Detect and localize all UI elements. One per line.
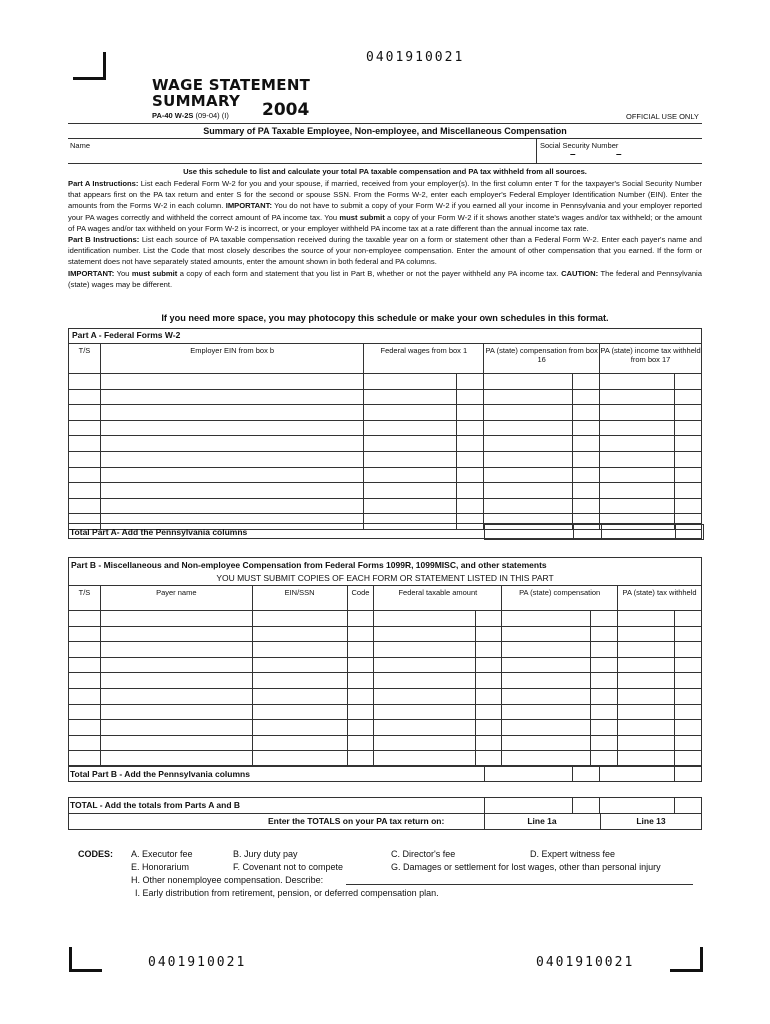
instructions-heading: Use this schedule to list and calculate your total PA taxable compensation and PA tax withheld from all sources. (183, 167, 587, 176)
partB-cell-pa-compensation[interactable] (502, 735, 591, 751)
partB-row (69, 688, 702, 704)
partA-cell-pa-compensation-cents[interactable] (573, 374, 600, 390)
partA-cell-pa-tax-cents[interactable] (674, 405, 701, 421)
partA-cell-ts[interactable] (69, 436, 101, 452)
partA-cell-pa-tax[interactable] (600, 483, 675, 499)
partA-cell-pa-compensation-cents[interactable] (573, 405, 600, 421)
partB-cell-pa-tax[interactable] (618, 642, 675, 658)
partA-instructions-label: Part A Instructions: (68, 179, 139, 188)
partA-cell-pa-compensation[interactable] (484, 420, 573, 436)
partA-cell-ein[interactable] (100, 405, 363, 421)
partB-cell-pa-compensation-cents[interactable] (591, 704, 618, 720)
partB-row (69, 657, 702, 673)
partA-row (69, 483, 702, 499)
partB-cell-ein[interactable] (252, 735, 347, 751)
partB-cell-ein[interactable] (252, 673, 347, 689)
partB-row (69, 735, 702, 751)
partB-cell-pa-compensation-cents[interactable] (591, 642, 618, 658)
partB-cell-payer[interactable] (100, 673, 252, 689)
partB-cell-payer[interactable] (100, 720, 252, 736)
partB-cell-payer[interactable] (100, 688, 252, 704)
code-e: E. Honorarium (131, 862, 190, 872)
partB-cell-federal[interactable] (374, 720, 476, 736)
form-subtitle: Summary of PA Taxable Employee, Non-employee, and Miscellaneous Compensation (203, 126, 567, 136)
partA-cell-pa-compensation[interactable] (484, 467, 573, 483)
partA-col-pa-tax: PA (state) income tax withheld from box 17 (600, 344, 702, 374)
partB-cell-pa-compensation-cents[interactable] (591, 657, 618, 673)
partA-cell-pa-tax-cents[interactable] (674, 483, 701, 499)
partB-cell-pa-tax[interactable] (618, 720, 675, 736)
partB-cell-ts[interactable] (69, 657, 101, 673)
code-g: G. Damages or settlement for lost wages, other than personal injury (391, 862, 661, 872)
partA-cell-pa-tax[interactable] (600, 451, 675, 467)
partA-row (69, 405, 702, 421)
partB-cell-federal-cents[interactable] (476, 642, 502, 658)
partB-cell-pa-tax-cents[interactable] (674, 611, 701, 627)
code-i: I. Early distribution from retirement, pension, or deferred compensation plan. (135, 888, 439, 898)
partB-cell-pa-tax-cents[interactable] (674, 657, 701, 673)
partB-cell-federal[interactable] (374, 611, 476, 627)
partA-cell-ts[interactable] (69, 374, 101, 390)
partA-cell-ts[interactable] (69, 467, 101, 483)
partA-cell-federal-wages[interactable] (364, 405, 457, 421)
caution-text: The federal and Pennsylvania (state) wages may be different. (68, 268, 702, 289)
partB-cell-ts[interactable] (69, 704, 101, 720)
partB-cell-pa-tax-cents[interactable] (674, 704, 701, 720)
partA-col-pa-compensation: PA (state) compensation from box 16 (484, 344, 600, 374)
partB-total-tax[interactable] (600, 765, 675, 782)
photocopy-note: If you need more space, you may photocopy this schedule or make your own schedules in this format. (161, 313, 609, 323)
partA-heading: Part A - Federal Forms W-2 (68, 328, 702, 344)
partB-cell-pa-tax[interactable] (618, 673, 675, 689)
partB-cell-code[interactable] (347, 611, 374, 627)
partA-row (69, 374, 702, 390)
partA-cell-ein[interactable] (100, 389, 363, 405)
partB-cell-payer[interactable] (100, 642, 252, 658)
barcode-bottom-left: 0401910021 (148, 955, 247, 970)
partA-cell-pa-compensation-cents[interactable] (573, 498, 600, 514)
partB-col-pa-tax: PA (state) tax withheld (618, 586, 702, 611)
partB-cell-pa-tax[interactable] (618, 611, 675, 627)
partB-col-federal: Federal taxable amount (374, 586, 502, 611)
partA-cell-pa-tax-cents[interactable] (674, 451, 701, 467)
partA-cell-pa-tax-cents[interactable] (674, 498, 701, 514)
partB-cell-federal-cents[interactable] (476, 704, 502, 720)
important-text-continued: a copy of your Form W-2 if it shows another state's wages and/or tax withheld; or the amount of PA wages and/or tax withheld on your Form W-2 is incorrect, or your employer withheld PA income tax at a rate different than the annual income tax rate. (68, 212, 702, 233)
partA-cell-ts[interactable] (69, 498, 101, 514)
partB-cell-ts[interactable] (69, 642, 101, 658)
partA-cell-federal-wages[interactable] (364, 436, 457, 452)
partB-cell-federal[interactable] (374, 735, 476, 751)
partB-cell-pa-compensation-cents[interactable] (591, 673, 618, 689)
partB-row (69, 626, 702, 642)
partB-cell-federal[interactable] (374, 657, 476, 673)
partB-cell-pa-tax[interactable] (618, 626, 675, 642)
partB-cell-pa-compensation-cents[interactable] (591, 735, 618, 751)
partB-col-ein: EIN/SSN (252, 586, 347, 611)
partA-cell-federal-wages-cents[interactable] (457, 467, 484, 483)
partA-cell-federal-wages-cents[interactable] (457, 498, 484, 514)
partB-cell-federal-cents[interactable] (476, 673, 502, 689)
ssn-field[interactable]: – – (570, 149, 622, 160)
partB-cell-pa-compensation-cents[interactable] (591, 611, 618, 627)
partA-total-label: Total Part A- Add the Pennsylvania columns (70, 527, 248, 537)
partA-cell-federal-wages[interactable] (364, 467, 457, 483)
partA-row (69, 436, 702, 452)
partA-cell-pa-compensation-cents[interactable] (573, 451, 600, 467)
partA-cell-pa-tax[interactable] (600, 420, 675, 436)
partB-row (69, 704, 702, 720)
partB-cell-code[interactable] (347, 735, 374, 751)
partA-col-ts: T/S (69, 344, 101, 374)
official-use-label: OFFICIAL USE ONLY (626, 112, 699, 121)
partB-cell-pa-compensation[interactable] (502, 611, 591, 627)
partB-cell-pa-compensation-cents[interactable] (591, 720, 618, 736)
partB-cell-code[interactable] (347, 704, 374, 720)
partB-cell-pa-compensation[interactable] (502, 688, 591, 704)
partA-cell-pa-tax[interactable] (600, 436, 675, 452)
partA-cell-federal-wages[interactable] (364, 498, 457, 514)
partB-cell-pa-compensation[interactable] (502, 657, 591, 673)
partB-cell-ein[interactable] (252, 642, 347, 658)
partB-cell-pa-compensation[interactable] (502, 720, 591, 736)
partB-cell-code[interactable] (347, 626, 374, 642)
barcode-top: 0401910021 (366, 50, 465, 65)
partB-cell-ein[interactable] (252, 611, 347, 627)
partB-cell-federal[interactable] (374, 673, 476, 689)
partA-cell-pa-compensation-cents[interactable] (573, 467, 600, 483)
important2-label: IMPORTANT: (68, 268, 115, 278)
partA-row (69, 420, 702, 436)
form-title-line2: SUMMARY (152, 92, 241, 110)
partA-cell-pa-tax-cents[interactable] (674, 467, 701, 483)
form-title-line1: WAGE STATEMENT (152, 76, 311, 94)
partB-cell-pa-compensation[interactable] (502, 642, 591, 658)
partA-cell-ts[interactable] (69, 405, 101, 421)
partB-cell-ein[interactable] (252, 657, 347, 673)
partA-cell-pa-tax-cents[interactable] (674, 420, 701, 436)
partB-cell-payer[interactable] (100, 611, 252, 627)
caution-label: CAUTION: (561, 268, 599, 278)
partA-cell-federal-wages-cents[interactable] (457, 483, 484, 499)
partB-cell-federal[interactable] (374, 704, 476, 720)
partB-col-payer: Payer name (100, 586, 252, 611)
important2-text: a copy of each form and statement that you list in Part B, whether or not the payer withheld any PA income tax. (179, 268, 559, 278)
partB-instructions-label: Part B Instructions: (68, 235, 140, 245)
partA-cell-pa-tax[interactable] (600, 498, 675, 514)
partA-instructions-text: List each Federal Form W-2 for you and your spouse, if married, received from your employer(s). In the first column enter T for the taxpayer's Social Security Number that appears first on the PA tax return and enter S for the second or spouse SSN. From the Forms W-2, enter each employer's Federal Employer Identification Number (EIN). Enter the amounts from the Forms W-2 in each column. (68, 179, 702, 211)
partB-cell-code[interactable] (347, 673, 374, 689)
partA-cell-pa-compensation[interactable] (484, 436, 573, 452)
partA-table (68, 343, 702, 530)
partB-cell-federal[interactable] (374, 688, 476, 704)
partA-cell-pa-compensation-cents[interactable] (573, 436, 600, 452)
partB-cell-pa-compensation-cents[interactable] (591, 688, 618, 704)
form-year: 2004 (262, 100, 310, 120)
partB-total-compensation-cents[interactable] (573, 765, 600, 782)
partB-cell-pa-tax[interactable] (618, 657, 675, 673)
partA-cell-ein[interactable] (100, 451, 363, 467)
partB-cell-federal-cents[interactable] (476, 657, 502, 673)
partB-cell-federal-cents[interactable] (476, 611, 502, 627)
partA-cell-federal-wages-cents[interactable] (457, 374, 484, 390)
grand-total-label: TOTAL - Add the totals from Parts A and B (70, 800, 241, 810)
partA-cell-ts[interactable] (69, 389, 101, 405)
partA-cell-pa-tax-cents[interactable] (674, 374, 701, 390)
partB-cell-pa-compensation[interactable] (502, 673, 591, 689)
partB-cell-pa-tax-cents[interactable] (674, 626, 701, 642)
partA-cell-ein[interactable] (100, 374, 363, 390)
registration-mark-top-right (73, 52, 106, 80)
form-id-line (152, 111, 229, 120)
partA-cell-pa-tax[interactable] (600, 405, 675, 421)
partB-cell-ts[interactable] (69, 688, 101, 704)
partA-cell-pa-compensation-cents[interactable] (573, 483, 600, 499)
grand-total-tax[interactable] (600, 797, 675, 813)
important-text: You do not have to submit a copy of your Form W-2 if you earned all your income in Pennsylvania and your employer reported your PA wages correctly and withheld the correct amount of PA income tax. You (68, 201, 702, 222)
partA-row (69, 389, 702, 405)
partB-cell-pa-tax-cents[interactable] (674, 735, 701, 751)
enter-totals-label: Enter the TOTALS on your PA tax return on: (268, 816, 445, 826)
registration-mark-bottom-right (670, 947, 703, 972)
partA-cell-ein[interactable] (100, 420, 363, 436)
partB-cell-payer[interactable] (100, 735, 252, 751)
partB-cell-federal-cents[interactable] (476, 735, 502, 751)
partA-cell-ein[interactable] (100, 436, 363, 452)
partA-row (69, 451, 702, 467)
partA-cell-ts[interactable] (69, 451, 101, 467)
partA-col-federal-wages: Federal wages from box 1 (364, 344, 484, 374)
partA-cell-ein[interactable] (100, 483, 363, 499)
partB-heading: Part B - Miscellaneous and Non-employee Compensation from Federal Forms 1099R, 1099MISC, and other statements (71, 560, 547, 570)
partA-cell-federal-wages[interactable] (364, 451, 457, 467)
partB-row (69, 611, 702, 627)
partB-cell-ein[interactable] (252, 626, 347, 642)
partA-cell-federal-wages-cents[interactable] (457, 389, 484, 405)
partB-cell-federal-cents[interactable] (476, 688, 502, 704)
partB-cell-ts[interactable] (69, 626, 101, 642)
partB-cell-pa-tax[interactable] (618, 704, 675, 720)
code-d: D. Expert witness fee (530, 849, 616, 859)
partA-cell-ts[interactable] (69, 483, 101, 499)
partA-cell-federal-wages-cents[interactable] (457, 451, 484, 467)
important-label: IMPORTANT: (225, 201, 272, 211)
important2-pre: You (116, 268, 130, 278)
partA-cell-pa-tax[interactable] (600, 389, 675, 405)
ssn-label: Social Security Number (540, 141, 619, 150)
partB-total-compensation[interactable] (484, 765, 573, 782)
partA-cell-ts[interactable] (69, 420, 101, 436)
partA-cell-pa-compensation[interactable] (484, 451, 573, 467)
partA-col-ein: Employer EIN from box b (100, 344, 363, 374)
partB-cell-pa-compensation-cents[interactable] (591, 626, 618, 642)
partA-cell-federal-wages-cents[interactable] (457, 420, 484, 436)
partB-subheading: YOU MUST SUBMIT COPIES OF EACH FORM OR STATEMENT LISTED IN THIS PART (216, 573, 554, 583)
partB-cell-ein[interactable] (252, 688, 347, 704)
partB-cell-pa-compensation[interactable] (502, 626, 591, 642)
partB-cell-pa-tax-cents[interactable] (674, 673, 701, 689)
partB-cell-ts[interactable] (69, 735, 101, 751)
partB-row (69, 642, 702, 658)
code-a: A. Executor fee (131, 849, 193, 859)
partA-cell-federal-wages-cents[interactable] (457, 436, 484, 452)
partB-cell-federal-cents[interactable] (476, 720, 502, 736)
partB-total-label: Total Part B - Add the Pennsylvania columns (70, 769, 250, 779)
partA-cell-pa-tax-cents[interactable] (674, 389, 701, 405)
partB-row (69, 720, 702, 736)
partB-cell-ts[interactable] (69, 673, 101, 689)
partB-cell-code[interactable] (347, 720, 374, 736)
line-1a-label: Line 1a (527, 816, 557, 826)
partA-cell-ein[interactable] (100, 467, 363, 483)
must-submit-emphasis: must submit (339, 212, 385, 222)
partB-table (68, 585, 702, 767)
partB-col-ts: T/S (69, 586, 101, 611)
code-h: H. Other nonemployee compensation. Describe: (131, 875, 324, 885)
grand-total-compensation[interactable] (484, 797, 573, 813)
partA-cell-pa-tax[interactable] (600, 467, 675, 483)
line-13-label: Line 13 (636, 816, 666, 826)
barcode-bottom-right: 0401910021 (536, 955, 635, 970)
partA-cell-federal-wages[interactable] (364, 374, 457, 390)
partA-row (69, 467, 702, 483)
partB-cell-federal-cents[interactable] (476, 626, 502, 642)
partA-cell-ein[interactable] (100, 498, 363, 514)
partB-cell-federal[interactable] (374, 642, 476, 658)
partB-cell-pa-tax[interactable] (618, 688, 675, 704)
partA-cell-pa-compensation[interactable] (484, 405, 573, 421)
partA-cell-pa-tax[interactable] (600, 374, 675, 390)
partB-cell-pa-tax[interactable] (618, 735, 675, 751)
partA-cell-pa-compensation-cents[interactable] (573, 420, 600, 436)
code-h-describe-field[interactable] (346, 871, 693, 885)
partB-cell-code[interactable] (347, 657, 374, 673)
code-b: B. Jury duty pay (233, 849, 298, 859)
partB-row (69, 673, 702, 689)
grand-total-compensation-cents[interactable] (573, 797, 600, 813)
partA-cell-pa-tax-cents[interactable] (674, 436, 701, 452)
instructions-body (68, 178, 702, 290)
partB-cell-payer[interactable] (100, 657, 252, 673)
partB-cell-pa-tax-cents[interactable] (674, 688, 701, 704)
registration-mark-bottom-left (69, 947, 102, 972)
partB-cell-code[interactable] (347, 642, 374, 658)
code-f: F. Covenant not to compete (233, 862, 344, 872)
form-revision: (09-04) (I) (195, 111, 229, 120)
partA-cell-pa-compensation[interactable] (484, 498, 573, 514)
partB-cell-ein[interactable] (252, 704, 347, 720)
partA-cell-federal-wages[interactable] (364, 483, 457, 499)
partB-col-code: Code (347, 586, 374, 611)
name-label: Name (70, 141, 91, 150)
partB-cell-pa-compensation[interactable] (502, 704, 591, 720)
partA-cell-pa-compensation[interactable] (484, 483, 573, 499)
partB-cell-federal[interactable] (374, 626, 476, 642)
form-id: PA-40 W-2S (152, 111, 194, 120)
important2-must-submit: must submit (131, 268, 178, 278)
partA-row (69, 498, 702, 514)
partA-cell-federal-wages[interactable] (364, 420, 457, 436)
code-c: C. Director's fee (391, 849, 456, 859)
partB-cell-payer[interactable] (100, 704, 252, 720)
partB-instructions-text: List each source of PA taxable compensation received during the taxable year on a form or statement other than a Federal Form W-2. Enter each payer's name and identification number. List the Code that most closely describes the source of your non-employee compensation. Enter the amount of other compensation that you earned. If the form or statement does not have separately stated amounts, enter the amount shown in both federal and PA columns. (68, 235, 702, 267)
codes-label: CODES: (78, 849, 114, 859)
partA-cell-pa-compensation[interactable] (484, 374, 573, 390)
partB-cell-payer[interactable] (100, 626, 252, 642)
partB-cell-code[interactable] (347, 688, 374, 704)
name-field[interactable] (68, 150, 534, 164)
partA-cell-pa-compensation[interactable] (484, 389, 573, 405)
partB-cell-ts[interactable] (69, 720, 101, 736)
partB-col-pa-compensation: PA (state) compensation (502, 586, 618, 611)
partA-cell-federal-wages-cents[interactable] (457, 405, 484, 421)
partB-cell-pa-tax-cents[interactable] (674, 642, 701, 658)
partA-cell-pa-compensation-cents[interactable] (573, 389, 600, 405)
partB-cell-ts[interactable] (69, 611, 101, 627)
partB-cell-pa-tax-cents[interactable] (674, 720, 701, 736)
partA-cell-federal-wages[interactable] (364, 389, 457, 405)
partB-cell-ein[interactable] (252, 720, 347, 736)
